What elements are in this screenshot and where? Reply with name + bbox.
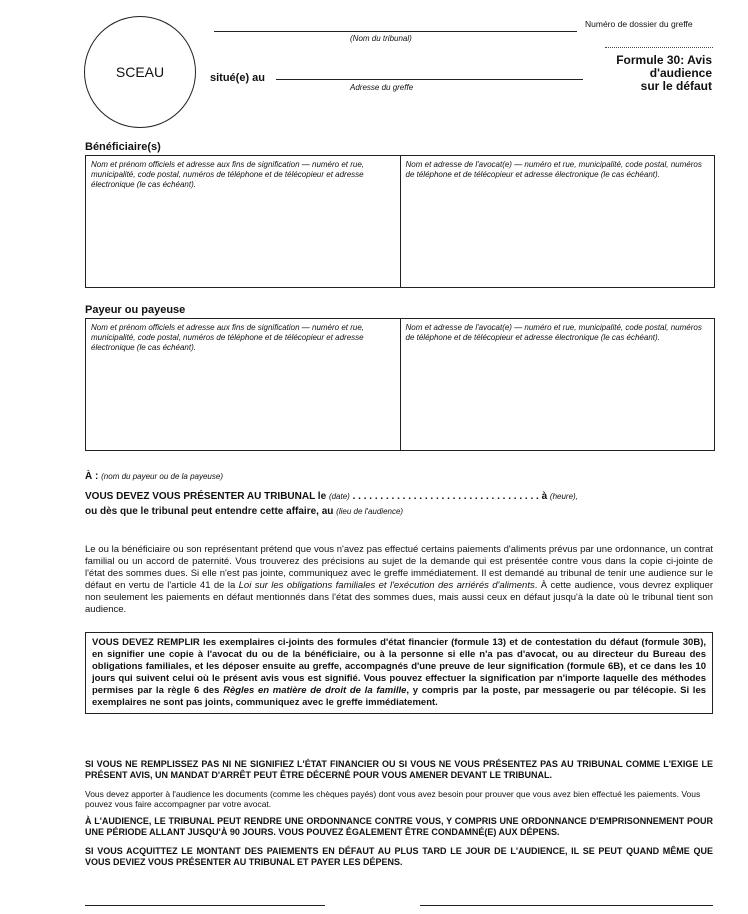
a-label: à (541, 491, 548, 502)
payor-left-caption: Nom et prénom officiels et adresse aux fins de signification — numéro et rue, municipalité, code postal, numéros de téléphone et de télécopieur et adresse électronique (le cas échéant). (91, 323, 365, 352)
appear-line1 (85, 491, 578, 502)
para1-part2: . À cette audience, vous devrez expliquer non seulement les paiements en défaut mentionnés dans l'état des sommes dues, mais aussi ceux en défaut jusqu'à la date où le tribunal tient son audience. (85, 580, 714, 615)
payor-name-cell[interactable] (86, 319, 400, 450)
form-title (560, 54, 712, 93)
seal-label: SCEAU (115, 64, 165, 80)
beneficiary-right-caption: Nom et adresse de l'avocat(e) — numéro et rue, municipalité, code postal, numéros de téléphone et de télécopieur et adresse électronique (le cas échéant). (405, 160, 702, 179)
instructions-box (85, 632, 713, 714)
file-number-field[interactable] (605, 47, 713, 48)
payor-right-caption: Nom et adresse de l'avocat(e) — numéro et rue, municipalité, code postal, numéros de téléphone et de télécopieur et adresse électronique (le cas échéant). (405, 323, 702, 342)
documents-note: Vous devez apporter à l'audience les documents (comme les chèques payés) dont vous avez besoin pour prouver que vous avez bien effectué les paiements. Vous pouvez vous faire accompagner par votre avocat. (85, 789, 701, 809)
court-name-line[interactable] (214, 31, 577, 32)
beneficiary-name-cell[interactable] (86, 156, 400, 287)
warning-3: SI VOUS ACQUITTEZ LE MONTANT DES PAIEMENTS EN DÉFAUT AU PLUS TARD LE JOUR DE L'AUDIENCE, IL SE PEUT QUAND MÊME QUE VOUS DEVIEZ VOUS PRÉSENTER AU TRIBUNAL ET PAYER LES DÉPENS. (85, 846, 713, 867)
form-title-line2: d'audience (649, 66, 712, 80)
beneficiary-table (85, 155, 715, 288)
court-address-line[interactable] (276, 79, 583, 80)
bottom-line-right[interactable] (420, 905, 713, 906)
beneficiary-lawyer-cell[interactable] (400, 156, 715, 287)
box-rules-title: Règles en matière de droit de la famille (223, 685, 407, 696)
form-title-line1: Formule 30: Avis (616, 53, 712, 67)
to-label: À : (85, 471, 99, 482)
to-caption: (nom du payeur ou de la payeuse) (101, 472, 223, 481)
date-dots[interactable]: . . . . . . . . . . . . . . . . . . . . . . . . . . . . . . . . . . (352, 491, 539, 502)
to-line (85, 471, 223, 482)
payor-lawyer-cell[interactable] (400, 319, 715, 450)
beneficiary-left-caption: Nom et prénom officiels et adresse aux fins de signification — numéro et rue, municipalité, code postal, numéros de téléphone et de télécopieur et adresse électronique (le cas échéant). (91, 160, 365, 189)
payor-heading: Payeur ou payeuse (85, 304, 186, 316)
warning-1: SI VOUS NE REMPLISSEZ PAS NI NE SIGNIFIEZ L'ÉTAT FINANCIER OU SI VOUS NE VOUS PRÉSENTEZ PAS AU TRIBUNAL COMME L'EXIGE LE PRÉSENT AVIS, UN MANDAT D'ARRÊT PEUT ÊTRE DÉCERNÉ POUR VOUS AMENER DEVANT LE TRIBUNAL. (85, 759, 713, 780)
court-address-caption: Adresse du greffe (350, 83, 414, 92)
file-number-label: Numéro de dossier du greffe (585, 19, 693, 29)
bottom-line-left[interactable] (85, 905, 325, 906)
para1-law-title: Loi sur les obligations familiales et l'exécution des arriérés d'aliments (238, 580, 535, 591)
box-part2: , y compris par la poste, par messagerie ou par télécopie. Si les exemplaires ne sont pas joints, communiquez avec le greffe immédiatement. (92, 685, 707, 708)
payor-table (85, 318, 715, 451)
seal (84, 16, 196, 128)
appear-text2: ou dès que le tribunal peut entendre cette affaire, au (85, 506, 334, 517)
place-caption: (lieu de l'audience) (336, 507, 404, 516)
warning-2: À L'AUDIENCE, LE TRIBUNAL PEUT RENDRE UNE ORDONNANCE CONTRE VOUS, Y COMPRIS UNE ORDONNANCE D'EMPRISONNEMENT POUR UNE PÉRIODE ALLANT JUSQU'À 90 JOURS. VOUS POUVEZ ÉGALEMENT ÊTRE CONDAMNÉ(E) AUX DÉPENS. (85, 816, 713, 837)
hour-caption: (heure), (549, 492, 578, 501)
appear-line2 (85, 506, 403, 517)
explanation-paragraph (85, 544, 713, 616)
beneficiary-heading: Bénéficiaire(s) (85, 141, 161, 153)
box-part1: VOUS DEVEZ REMPLIR les exemplaires ci-joints des formules d'état financier (formule 13) et de contestation du défaut (formule 30B), en signifier une copie à l'avocat du ou de la bénéficiaire, ou à la personne si elle n'a pas d'avocat, ou au directeur du Bureau des obligations familiales, et les déposer ensuite au greffe, accompagnés d'une preuve de leur signification (formule 6B), et ce dans les 10 jours qui suivent celui où le présent avis vous est signifié. Vous pouvez effectuer la signification par n'importe laquelle des méthodes permises par la règle 6 des (92, 637, 706, 696)
located-at-label: situé(e) au (210, 72, 266, 84)
court-name-caption: (Nom du tribunal) (350, 34, 412, 43)
date-caption: (date) (328, 492, 350, 501)
appear-text1: VOUS DEVEZ VOUS PRÉSENTER AU TRIBUNAL le (85, 491, 327, 502)
form-title-line3: sur le défaut (640, 79, 712, 93)
para1-part1: Le ou la bénéficiaire ou son représentant prétend que vous n'avez pas effectué certains paiements d'aliments prévus par une ordonnance, un contrat familial ou un accord de paternité. Vous trouverez des précisions au sujet de la demande qui est présentée contre vous dans la copie ci-jointe de l'état des sommes dues. Si elle n'est pas jointe, communiquez avec le greffe immédiatement. Il est demandé au tribunal de tenir une audience sur le défaut en vertu de l'article 41 de la (85, 544, 713, 591)
